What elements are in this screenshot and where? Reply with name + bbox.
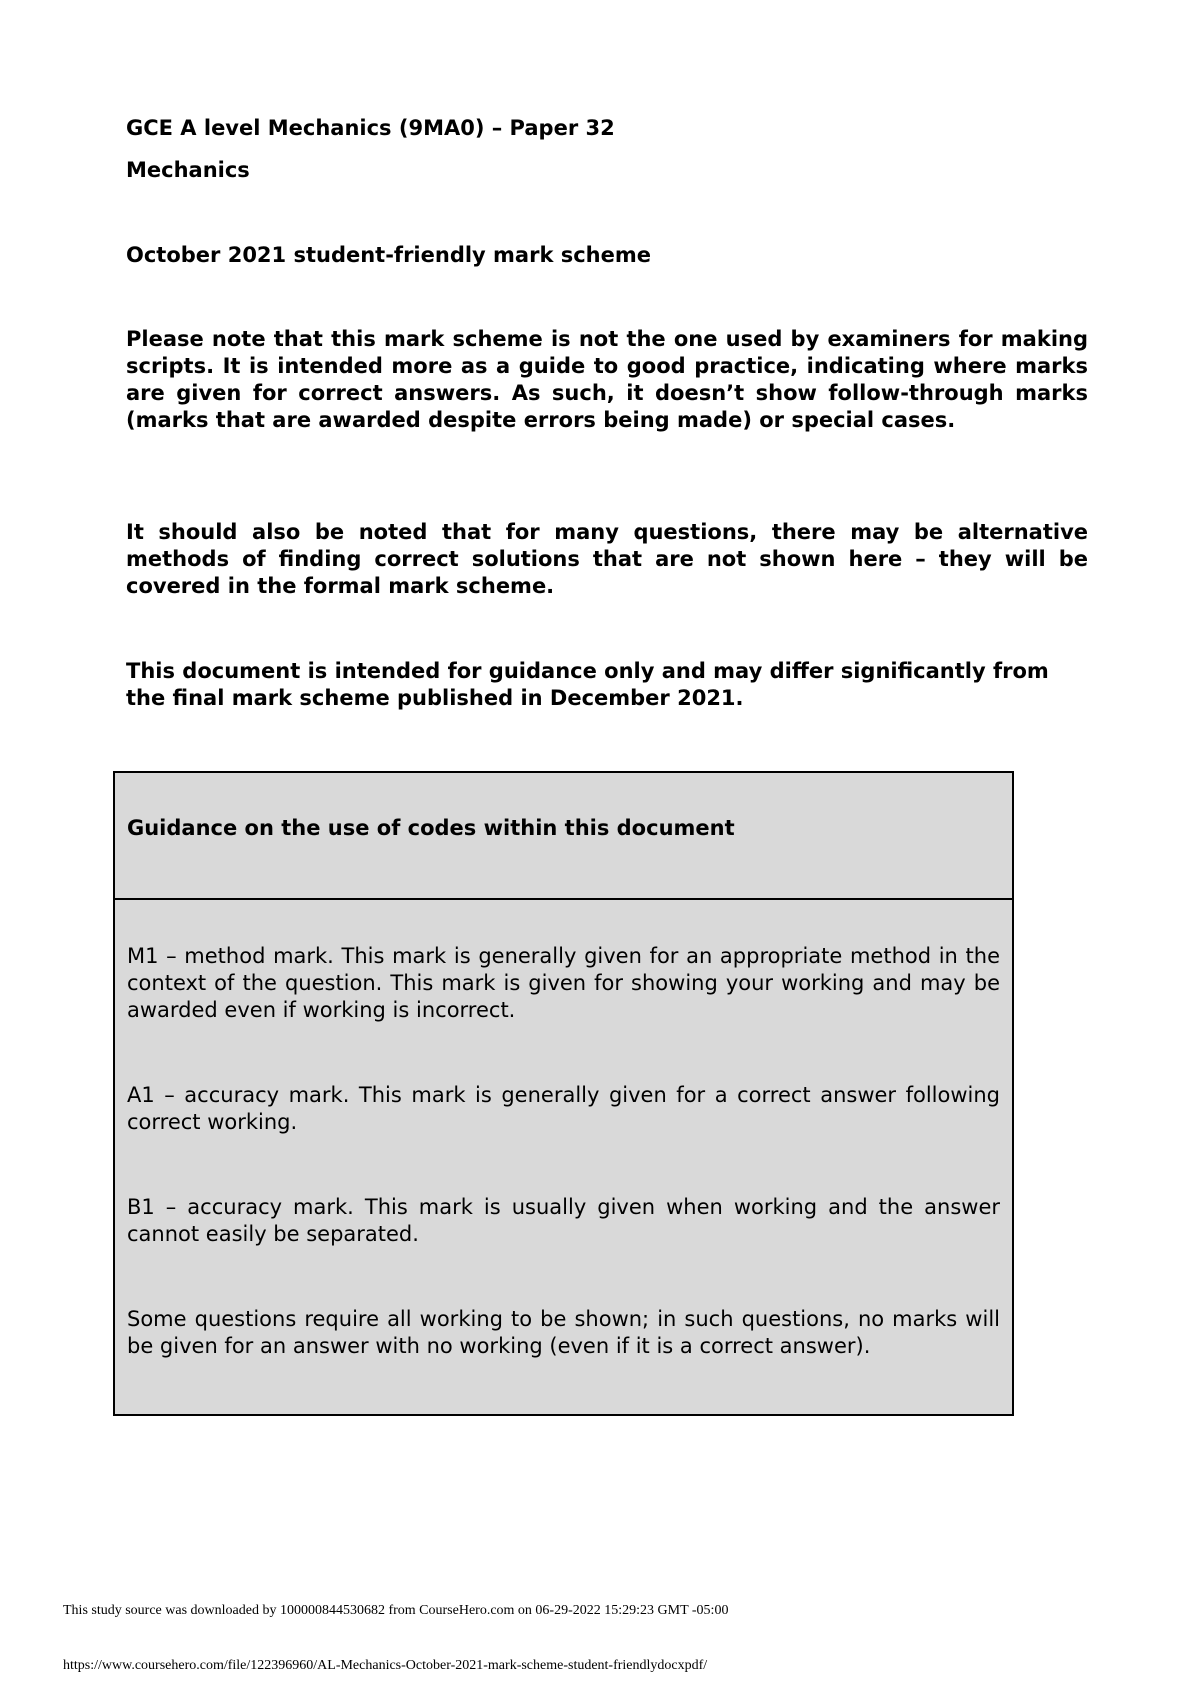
footer-download-notice: This study source was downloaded by 100000844530682 from CourseHero.com on 06-29-2022 15:29:23 GMT -05:00 <box>63 1603 729 1618</box>
code-item-b1: B1 – accuracy mark. This mark is usually given when working and the answer cannot easily be separated. <box>127 1195 1000 1246</box>
note-paragraph-examiners: Please note that this mark scheme is not the one used by examiners for making scripts. It is intended more as a guide to good practice, indicating where marks are given for correct answers. As such, it doesn’t show follow-through marks (marks that are awarded despite errors being made) or special cases. <box>126 327 1088 432</box>
code-item-working-note: Some questions require all working to be shown; in such questions, no marks will be given for an answer with no working (even if it is a correct answer). <box>127 1307 1000 1358</box>
document-date-line: October 2021 student-friendly mark scheme <box>126 243 651 267</box>
footer-url[interactable]: https://www.coursehero.com/file/122396960/AL-Mechanics-October-2021-mark-scheme-student-friendlydocxpdf/ <box>63 1658 708 1673</box>
note-paragraph-guidance-only: This document is intended for guidance only and may differ significantly from the final mark scheme published in December 2021. <box>126 659 1049 710</box>
page-title: GCE A level Mechanics (9MA0) – Paper 32 <box>126 116 615 140</box>
guidance-title: Guidance on the use of codes within this document <box>127 816 735 840</box>
page-subtitle: Mechanics <box>126 158 250 182</box>
code-item-a1: A1 – accuracy mark. This mark is generally given for a correct answer following correct working. <box>127 1083 1000 1134</box>
note-paragraph-alternative-methods: It should also be noted that for many questions, there may be alternative methods of finding correct solutions that are not shown here – they will be covered in the formal mark scheme. <box>126 520 1088 598</box>
guidance-box <box>113 771 1014 1416</box>
code-item-m1: M1 – method mark. This mark is generally given for an appropriate method in the context of the question. This mark is given for showing your working and may be awarded even if working is incorrect. <box>127 944 1000 1022</box>
guidance-header <box>115 773 1012 900</box>
